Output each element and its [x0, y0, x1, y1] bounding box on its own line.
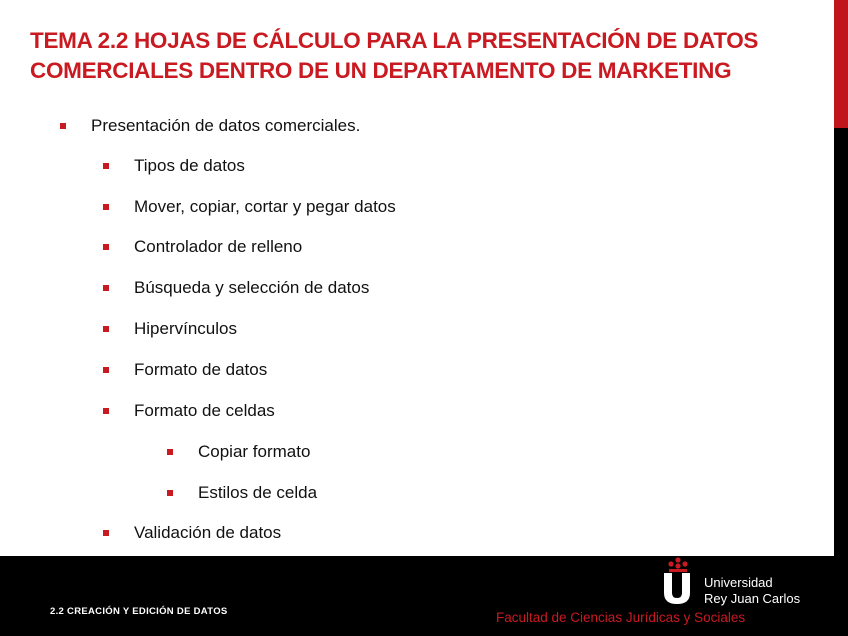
bullet-item [103, 155, 245, 177]
bullet-square-icon [103, 530, 109, 536]
bullet-square-icon [103, 163, 109, 169]
bullet-text: Formato de celdas [134, 401, 275, 420]
bullet-text: Tipos de datos [134, 156, 245, 175]
bullet-text: Formato de datos [134, 360, 268, 379]
footer-section-label: 2.2 CREACIÓN Y EDICIÓN DE DATOS [50, 606, 228, 617]
bullet-text: Controlador de relleno [134, 237, 303, 256]
bullet-square-icon [167, 490, 173, 496]
bullet-item [103, 400, 275, 422]
university-logo [662, 557, 812, 609]
right-accent-red-segment [834, 0, 848, 128]
right-accent-bar [834, 0, 848, 556]
bullet-square-icon [103, 285, 109, 291]
university-name [704, 575, 800, 607]
bullet-item [103, 196, 396, 218]
university-name-line-1: Universidad [704, 575, 773, 590]
university-name-line-2: Rey Juan Carlos [704, 591, 801, 606]
bullet-square-icon [103, 244, 109, 250]
bullet-square-icon [60, 123, 66, 129]
bullet-text: Estilos de celda [198, 483, 318, 502]
bullet-item [103, 359, 268, 381]
faculty-name: Facultad de Ciencias Jurídicas y Sociales [496, 610, 746, 625]
bullet-text: Hipervínculos [134, 319, 237, 338]
bullet-item [103, 277, 370, 299]
bullet-square-icon [103, 326, 109, 332]
bullet-item [103, 318, 237, 340]
bullet-square-icon [103, 204, 109, 210]
bullet-item [103, 236, 303, 258]
bullet-text: Validación de datos [134, 523, 282, 542]
bullet-text: Búsqueda y selección de datos [134, 278, 370, 297]
bullet-text: Copiar formato [198, 442, 311, 461]
bullet-item [167, 441, 311, 463]
urjc-u-icon [662, 571, 692, 605]
bullet-item [167, 482, 318, 504]
slide-title-line-2: COMERCIALES DENTRO DE UN DEPARTAMENTO DE MARKETING [30, 58, 732, 83]
bullet-text: Mover, copiar, cortar y pegar datos [134, 197, 396, 216]
slide-title-line-1: TEMA 2.2 HOJAS DE CÁLCULO PARA LA PRESENTACIÓN DE DATOS [30, 28, 759, 53]
bullet-text: Presentación de datos comerciales. [91, 116, 361, 135]
bullet-item [103, 522, 282, 544]
bullet-item [60, 115, 361, 137]
bullet-square-icon [167, 449, 173, 455]
bullet-square-icon [103, 408, 109, 414]
bullet-square-icon [103, 367, 109, 373]
